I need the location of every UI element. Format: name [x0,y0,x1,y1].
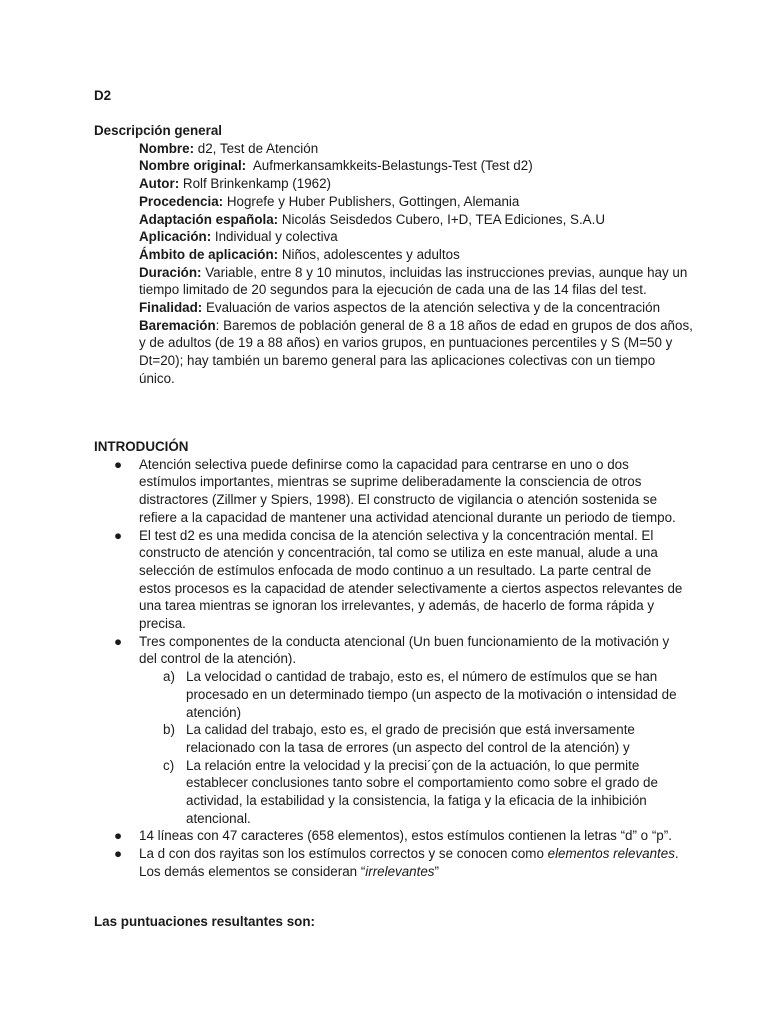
list-item [94,827,684,845]
general-description-heading: Descripción general [94,123,223,138]
sublist-item-text: La velocidad o cantidad de trabajo, esto es, el número de estímulos que se han procesado en un determinado tiempo (un aspecto de la motivación o intensidad de atención) [186,669,677,720]
field-procedencia [94,193,694,211]
field-aplicacion [94,228,694,246]
field-label: Duración: [139,264,202,280]
field-baremacion [94,317,694,388]
field-value: Rolf Brinkenkamp (1962) [179,176,331,192]
introduction-section [94,438,684,881]
field-value: Individual y colectiva [211,229,338,245]
sublist-item-text: La relación entre la velocidad y la precisi´çon de la actuación, lo que permite establecer conclusiones tanto sobre el comportamiento como sobre el grado de actividad, la estabilidad y la consistencia, la fatiga y la eficacia de la inhibición atencional. [186,757,658,826]
field-value: Niños, adolescentes y adultos [278,246,460,262]
field-value: Evaluación de varios aspectos de la atención selectiva y de la concentración [202,300,661,316]
field-label: Adaptación española: [139,211,279,227]
bullet-icon: ● [114,633,123,649]
list-item [94,527,684,633]
emphasis-relevant-elements: elementos relevantes [547,846,675,862]
field-value: d2, Test de Atención [194,140,319,156]
field-value: Aufmerkansamkkeits-Belastungs-Test (Test d2) [246,158,533,174]
field-nombre [94,140,694,158]
introduction-heading: INTRODUCIÓN [94,439,189,454]
field-label: Ámbito de aplicación: [139,246,279,262]
field-label: Nombre original: [139,158,247,174]
field-label: Autor: [139,176,180,192]
field-value: Hogrefe y Huber Publishers, Gottingen, Alemania [223,193,520,209]
bullet-icon: ● [114,828,123,844]
general-description-section [94,122,694,388]
bullet-icon: ● [114,456,123,472]
document-title: D2 [94,88,112,103]
field-finalidad [94,299,694,317]
list-item [94,845,684,880]
list-item-text-part: La d con dos rayitas son los estímulos correctos y se conocen como [139,846,548,862]
field-label: Nombre: [139,140,195,156]
list-item-text: Tres componentes de la conducta atencional (Un buen funcionamiento de la motivación y del control de la atención). [139,633,670,667]
list-item-text: 14 líneas con 47 caracteres (658 elementos), estos estímulos contienen la letras “d” o “p”. [139,828,672,844]
field-label: Baremación [139,317,216,333]
list-item-text: El test d2 es una medida concisa de la atención selectiva y la concentración mental. El constructo de atención y concentración, tal como se utiliza en este manual, alude a una selección de estímulos enfocada de modo continuo a un resultado. La parte central de estos procesos es la capacidad de atender selectivamente a ciertos aspectos relevantes de una tarea mientras se ignoran los irrelevantes, y además, de hacerlo de forma rápida y precisa. [139,527,683,632]
list-item-text: Atención selectiva puede definirse como la capacidad para centrarse en uno o dos estímulos importantes, mientras se suprime deliberadamente la consciencia de otros distractores (Zillmer y Spiers, 1998). El constructo de vigilancia o atención sostenida se refiere a la capacidad de mantener una actividad atencional durante un periodo de tiempo. [139,456,676,525]
sublist-marker: a) [163,669,175,685]
bullet-icon: ● [114,527,123,543]
list-item-text-part: . Los demás elementos se consideran “ [139,846,679,879]
emphasis-irrelevant: irrelevantes [365,863,435,879]
sublist-marker: c) [163,757,175,773]
field-nombre-original [94,157,694,175]
components-sublist [139,668,684,827]
field-value: Nicolás Seisdedos Cubero, I+D, TEA Ediciones, S.A.U [278,211,606,227]
sublist-marker: b) [163,722,175,738]
sublist-item [139,721,684,756]
field-label: Finalidad: [139,300,203,316]
sublist-item-text: La calidad del trabajo, esto es, el grado de precisión que está inversamente relacionado con la tasa de errores (un aspecto del control de la atención) y [186,722,635,755]
field-adaptacion [94,211,694,229]
sublist-item [139,757,684,828]
list-item-text-part: ” [434,863,439,879]
scores-heading: Las puntuaciones resultantes son: [94,914,315,929]
field-value: : Baremos de población general de 8 a 18 años de edad en grupos de dos años, y de adultos (de 19 a 88 años) en varios grupos, en puntuaciones percentiles y S (M=50 y Dt=20); hay también un baremo general para las aplicaciones colectivas con un tiempo único. [139,317,693,386]
field-ambito [94,246,694,264]
sublist-item [139,668,684,721]
field-label: Aplicación: [139,229,212,245]
bullet-icon: ● [114,846,123,862]
introduction-list [94,456,684,881]
field-value: Variable, entre 8 y 10 minutos, incluidas las instrucciones previas, aunque hay un tiempo limitado de 20 segundos para la ejecución de cada una de las 14 filas del test. [139,264,688,298]
list-item [94,633,684,828]
field-autor [94,175,694,193]
field-duracion [94,264,694,299]
field-label: Procedencia: [139,193,224,209]
list-item [94,456,684,527]
